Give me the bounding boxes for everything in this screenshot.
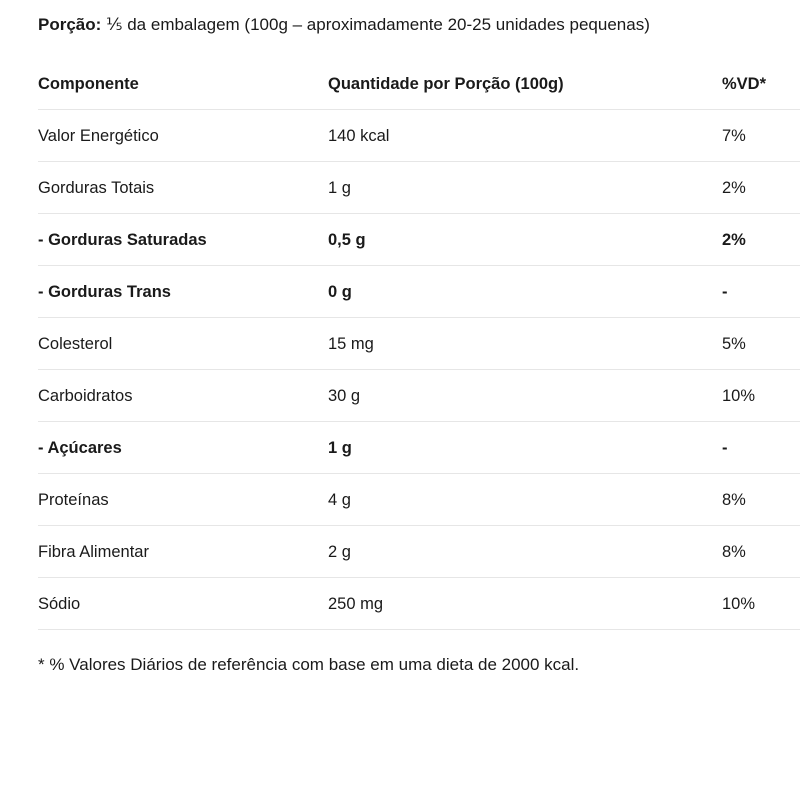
row-dv: -	[722, 283, 728, 301]
footnote: * % Valores Diários de referência com base em uma dieta de 2000 kcal.	[38, 655, 580, 674]
row-dv: 2%	[722, 231, 746, 249]
row-component: Carboidratos	[38, 387, 133, 405]
row-amount: 250 mg	[328, 595, 384, 613]
row-component: Fibra Alimentar	[38, 543, 149, 561]
row-amount: 15 mg	[328, 335, 374, 353]
row-amount: 2 g	[328, 543, 351, 561]
table-row	[38, 474, 800, 526]
row-amount: 0,5 g	[328, 231, 366, 249]
row-dv: 10%	[722, 387, 756, 405]
table-row	[38, 266, 800, 318]
serving-text: ⅕ da embalagem (100g – aproximadamente 20-25 unidades pequenas)	[106, 15, 650, 34]
row-dv: 5%	[722, 335, 746, 353]
table-row	[38, 370, 800, 422]
row-dv: 2%	[722, 179, 746, 197]
serving-info	[38, 13, 650, 37]
row-component: - Gorduras Trans	[38, 283, 171, 301]
row-component: Valor Energético	[38, 127, 159, 145]
row-component: - Gorduras Saturadas	[38, 231, 207, 249]
row-component: Sódio	[38, 595, 81, 613]
row-component: Colesterol	[38, 335, 113, 353]
row-dv: 7%	[722, 127, 746, 145]
row-amount: 1 g	[328, 179, 351, 197]
table-header-row	[38, 58, 800, 110]
row-amount: 1 g	[328, 439, 352, 457]
row-dv: 10%	[722, 595, 756, 613]
row-dv: 8%	[722, 491, 746, 509]
table-row	[38, 162, 800, 214]
row-component: Gorduras Totais	[38, 179, 155, 197]
row-amount: 0 g	[328, 283, 352, 301]
table-row	[38, 318, 800, 370]
row-amount: 30 g	[328, 387, 361, 405]
header-component: Componente	[38, 75, 139, 93]
nutrition-table	[38, 58, 800, 630]
serving-label: Porção:	[38, 15, 102, 34]
table-row	[38, 578, 800, 630]
table-row	[38, 422, 800, 474]
row-amount: 4 g	[328, 491, 351, 509]
row-component: Proteínas	[38, 491, 109, 509]
row-component: - Açúcares	[38, 439, 122, 457]
row-dv: -	[722, 439, 728, 457]
header-amount: Quantidade por Porção (100g)	[328, 75, 564, 93]
table-row	[38, 214, 800, 266]
row-amount: 140 kcal	[328, 127, 390, 145]
row-dv: 8%	[722, 543, 746, 561]
table-row	[38, 110, 800, 162]
table-row	[38, 526, 800, 578]
header-dv: %VD*	[722, 75, 767, 93]
